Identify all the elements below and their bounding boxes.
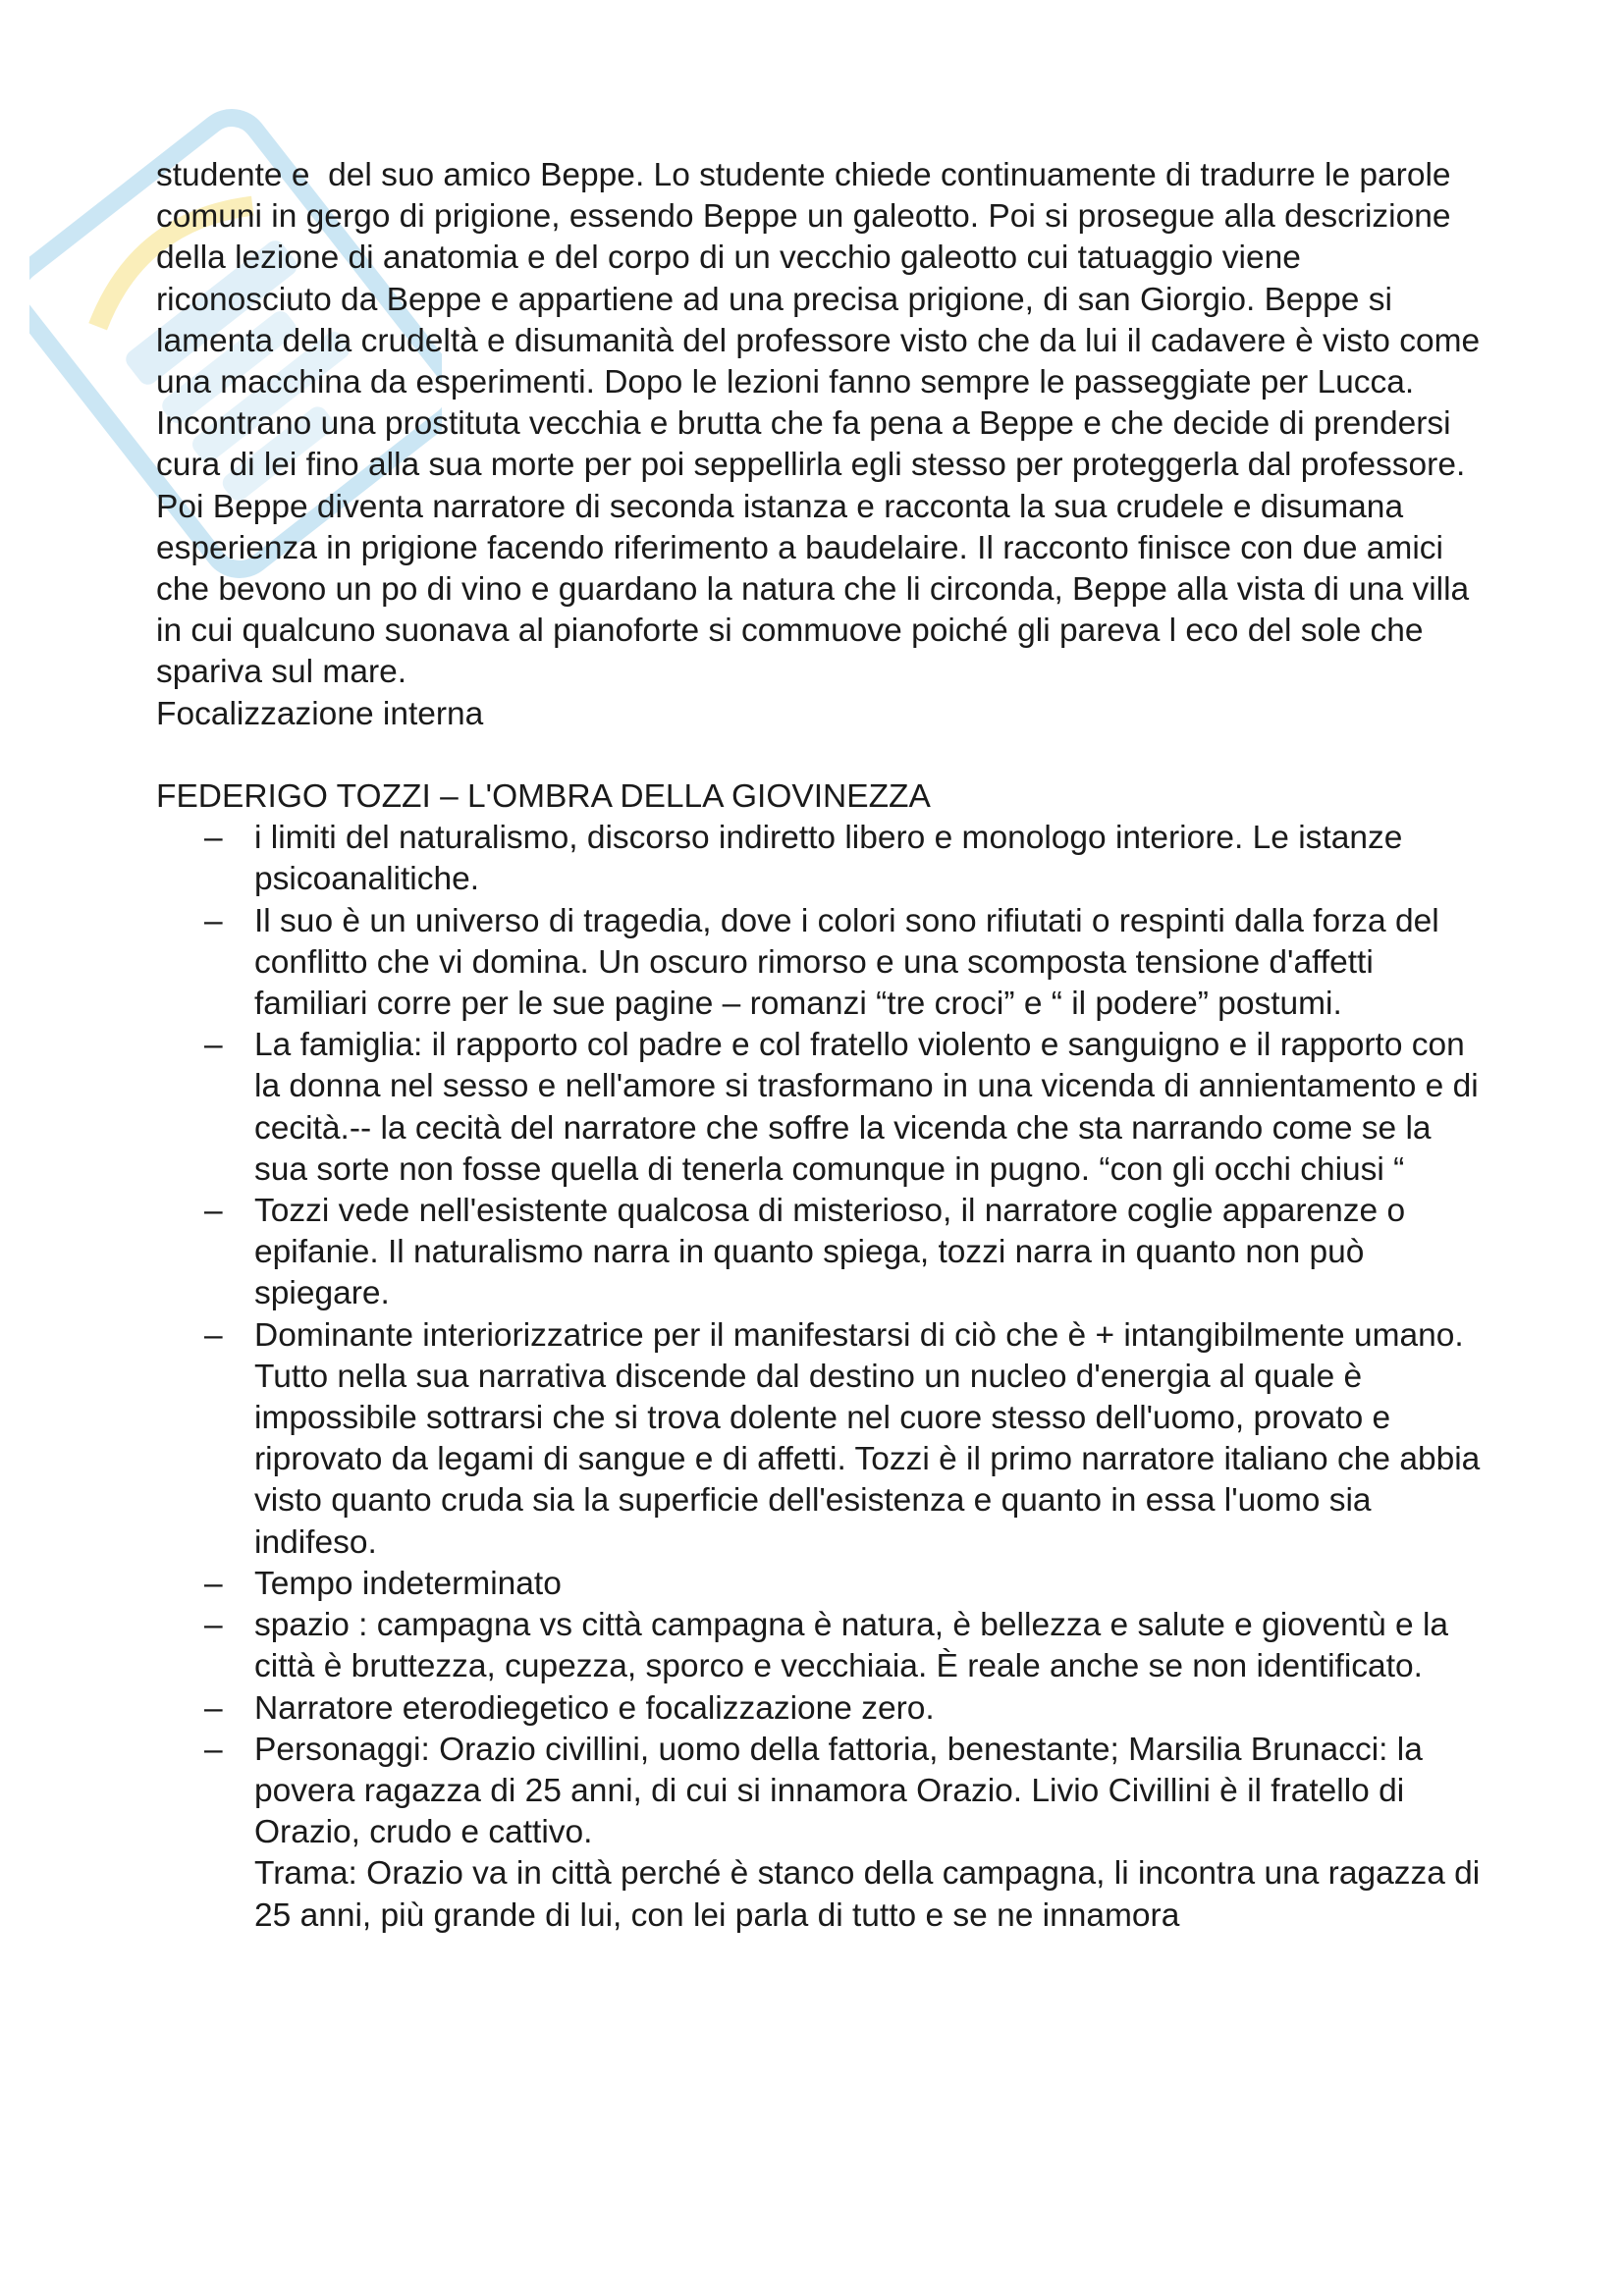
dash-bullet: – bbox=[204, 820, 223, 857]
list-item-text: Personaggi: Orazio civillini, uomo della fattoria, benestante; Marsilia Brunacci: la povera ragazza di 25 anni, di cui si innamora Orazio. Livio Civillini è il fratello di Orazio, crudo e cattivo. bbox=[254, 1731, 1423, 1851]
list-item-text: La famiglia: il rapporto col padre e col fratello violento e sanguigno e il rapporto con la donna nel sesso e nell'amore si trasformano in una vicenda di annientamento e di cecità.-- la cecità del narratore che soffre la vicenda che sta narrando come se la sua sorte non fosse quella di tenerla comunque in pugno. “con gli occhi chiusi “ bbox=[254, 1027, 1479, 1188]
bullet-list bbox=[156, 818, 1482, 1936]
dash-bullet: – bbox=[204, 1607, 223, 1644]
list-item-text: i limiti del naturalismo, discorso indiretto libero e monologo interiore. Le istanze psicoanalitiche. bbox=[254, 820, 1403, 898]
blank-line bbox=[156, 735, 1482, 776]
list-item bbox=[156, 1315, 1482, 1564]
list-item bbox=[156, 1564, 1482, 1605]
dash-bullet: – bbox=[204, 1027, 223, 1064]
list-item bbox=[156, 1688, 1482, 1730]
list-item bbox=[156, 818, 1482, 900]
list-item bbox=[156, 1191, 1482, 1315]
section-heading: FEDERIGO TOZZI – L'OMBRA DELLA GIOVINEZZA bbox=[156, 778, 931, 816]
dash-bullet: – bbox=[204, 1731, 223, 1768]
dash-bullet: – bbox=[204, 1565, 223, 1602]
list-item-text: Tozzi vede nell'esistente qualcosa di misterioso, il narratore coglie apparenze o epifanie. Il naturalismo narra in quanto spiega, tozzi narra in quanto non può spiegare. bbox=[254, 1193, 1406, 1312]
list-item-text: Narratore eterodiegetico e focalizzazione zero. bbox=[254, 1689, 935, 1727]
list-item-text: Dominante interiorizzatrice per il manifestarsi di ciò che è + intangibilmente umano. Tutto nella sua narrativa discende dal destino un nucleo d'energia al quale è impossibile sottrarsi che si trova dolente nel cuore stesso dell'uomo, provato e riprovato da legami di sangue e di affetti. Tozzi è il primo narratore italiano che abbia visto quanto cruda sia la superficie dell'esistenza e quanto in essa l'uomo sia indifeso. bbox=[254, 1316, 1481, 1561]
focalization-note: Focalizzazione interna bbox=[156, 695, 484, 732]
list-item-text: Il suo è un universo di tragedia, dove i colori sono rifiutati o respinti dalla forza del conflitto che vi domina. Un oscuro rimorso e una scomposta tensione d'affetti familiari corre per le sue pagine – romanzi “tre croci” e “ il podere” postumi. bbox=[254, 902, 1439, 1023]
dash-bullet: – bbox=[204, 902, 223, 939]
dash-bullet: – bbox=[204, 1316, 223, 1354]
list-item bbox=[156, 1730, 1482, 1937]
list-item-text: spazio : campagna vs città campagna è natura, è bellezza e salute e gioventù e la città è bruttezza, cupezza, sporco e vecchiaia. È reale anche se non identificato. bbox=[254, 1607, 1449, 1685]
list-item-text: Tempo indeterminato bbox=[254, 1565, 562, 1602]
list-item bbox=[156, 901, 1482, 1026]
list-item bbox=[156, 1025, 1482, 1191]
intro-paragraph: studente e del suo amico Beppe. Lo studente chiede continuamente di tradurre le parole comuni in gergo di prigione, essendo Beppe un galeotto. Poi si prosegue alla descrizione della lezione di anatomia e del corpo di un vecchio galeotto cui tatuaggio viene riconosciuto da Beppe e appartiene ad una precisa prigione, di san Giorgio. Beppe si lamenta della crudeltà e disumanità del professore visto che da lui il cadavere è visto come una macchina da esperimenti. Dopo le lezioni fanno sempre le passeggiate per Lucca. Incontrano una prostituta vecchia e brutta che fa pena a Beppe e che decide di prendersi cura di lei fino alla sua morte per poi seppellirla egli stesso per proteggerla dal professore. Poi Beppe diventa narratore di seconda istanza e racconta la sua crudele e disumana esperienza in prigione facendo riferimento a baudelaire. Il racconto finisce con due amici che bevono un po di vino e guardano la natura che li circonda, Beppe alla vista di una villa in cui qualcuno suonava al pianoforte si commuove poiché gli pareva l eco del sole che spariva sul mare. bbox=[156, 157, 1489, 691]
trama-text: Trama: Orazio va in città perché è stanco della campagna, li incontra una ragazza di 25 anni, più grande di lui, con lei parla di tutto e se ne innamora bbox=[254, 1855, 1481, 1934]
dash-bullet: – bbox=[204, 1193, 223, 1230]
list-item bbox=[156, 1605, 1482, 1687]
document-page bbox=[156, 155, 1489, 1937]
dash-bullet: – bbox=[204, 1689, 223, 1727]
